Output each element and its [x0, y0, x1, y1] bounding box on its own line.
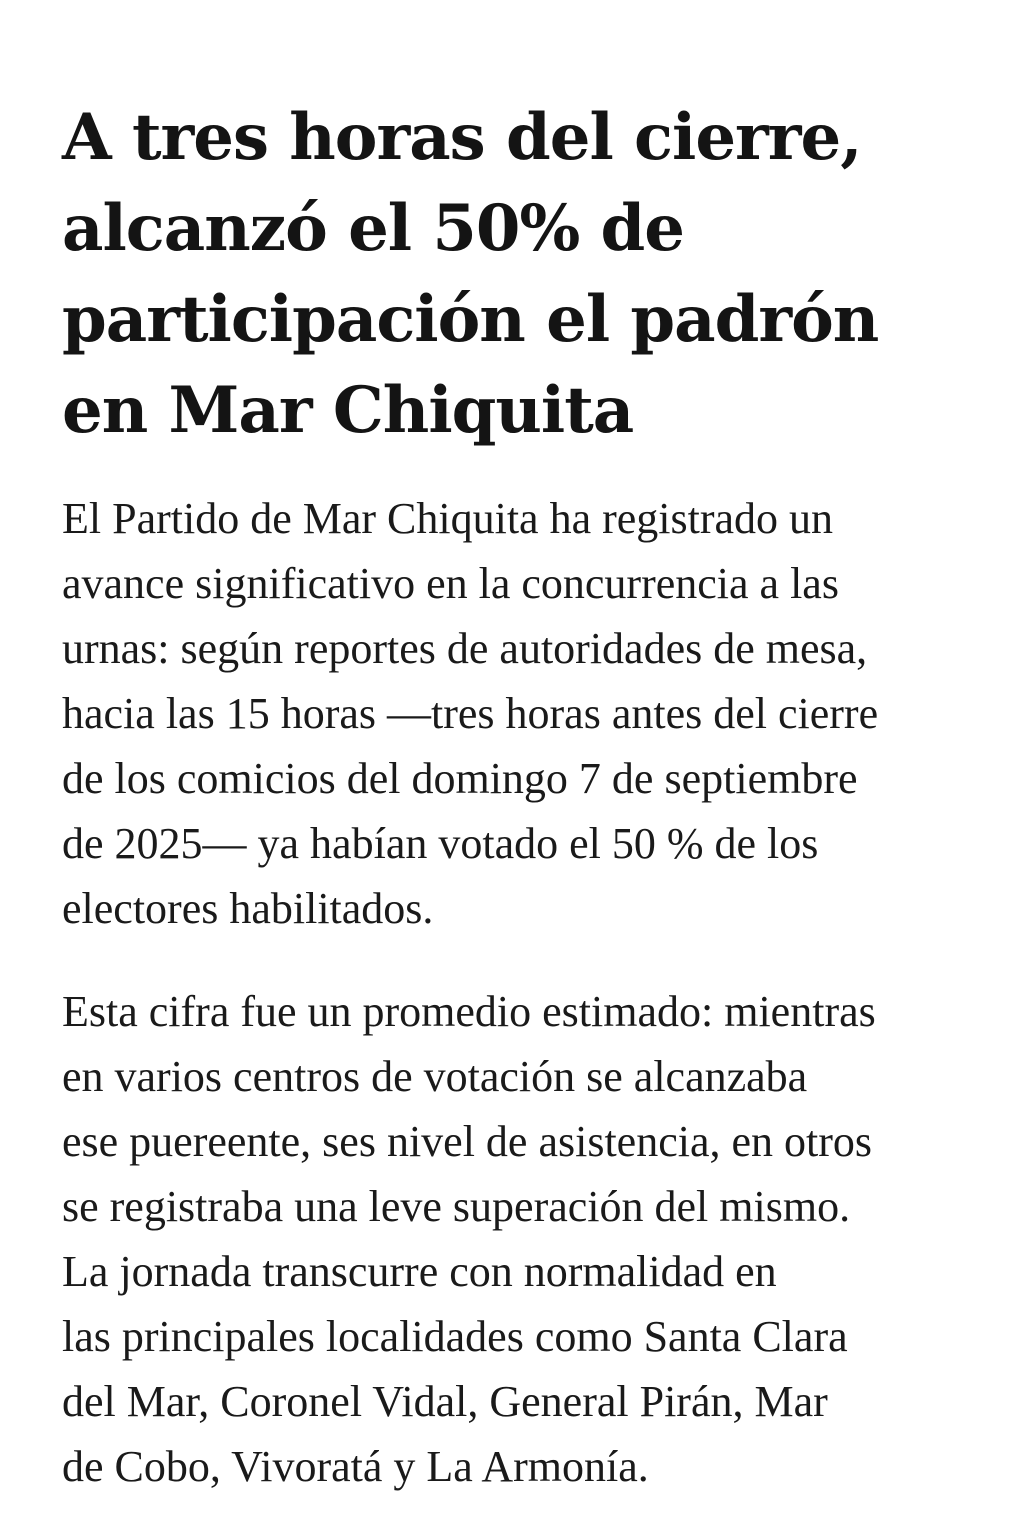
paragraph-line: en varios centros de votación se alcanzaba [62, 1052, 808, 1101]
paragraph-line: avance significativo en la concurrencia a las [62, 559, 839, 608]
paragraph-line: electores habilitados. [62, 884, 434, 933]
paragraph-line: El Partido de Mar Chiquita ha registrado un [62, 494, 834, 543]
paragraph-line: urnas: según reportes de autoridades de mesa, [62, 624, 868, 673]
headline-line: A tres horas del cierre, [62, 100, 862, 175]
article-headline [62, 92, 1002, 456]
paragraph-line: La jornada transcurre con normalidad en [62, 1247, 777, 1296]
paragraph-line: de los comicios del domingo 7 de septiembre [62, 754, 858, 803]
paragraph-line: Esta cifra fue un promedio estimado: mientras [62, 987, 876, 1036]
headline-line: participación el padrón [62, 282, 879, 357]
paragraph-line: de 2025— ya habían votado el 50 % de los [62, 819, 819, 868]
paragraph-line: las principales localidades como Santa Clara [62, 1312, 848, 1361]
paragraph-line: se registraba una leve superación del mismo. [62, 1182, 851, 1231]
paragraph-line: hacia las 15 horas —tres horas antes del cierre [62, 689, 879, 738]
headline-line: en Mar Chiquita [62, 373, 634, 448]
article-paragraph-1 [62, 486, 1002, 941]
paragraph-line: del Mar, Coronel Vidal, General Pirán, Mar [62, 1377, 828, 1426]
news-article [62, 92, 1002, 1499]
headline-line: alcanzó el 50% de [62, 191, 684, 266]
paragraph-line: ese puereente, ses nivel de asistencia, en otros [62, 1117, 873, 1166]
paragraph-line: de Cobo, Vivoratá y La Armonía. [62, 1442, 649, 1491]
article-paragraph-2 [62, 979, 1002, 1499]
